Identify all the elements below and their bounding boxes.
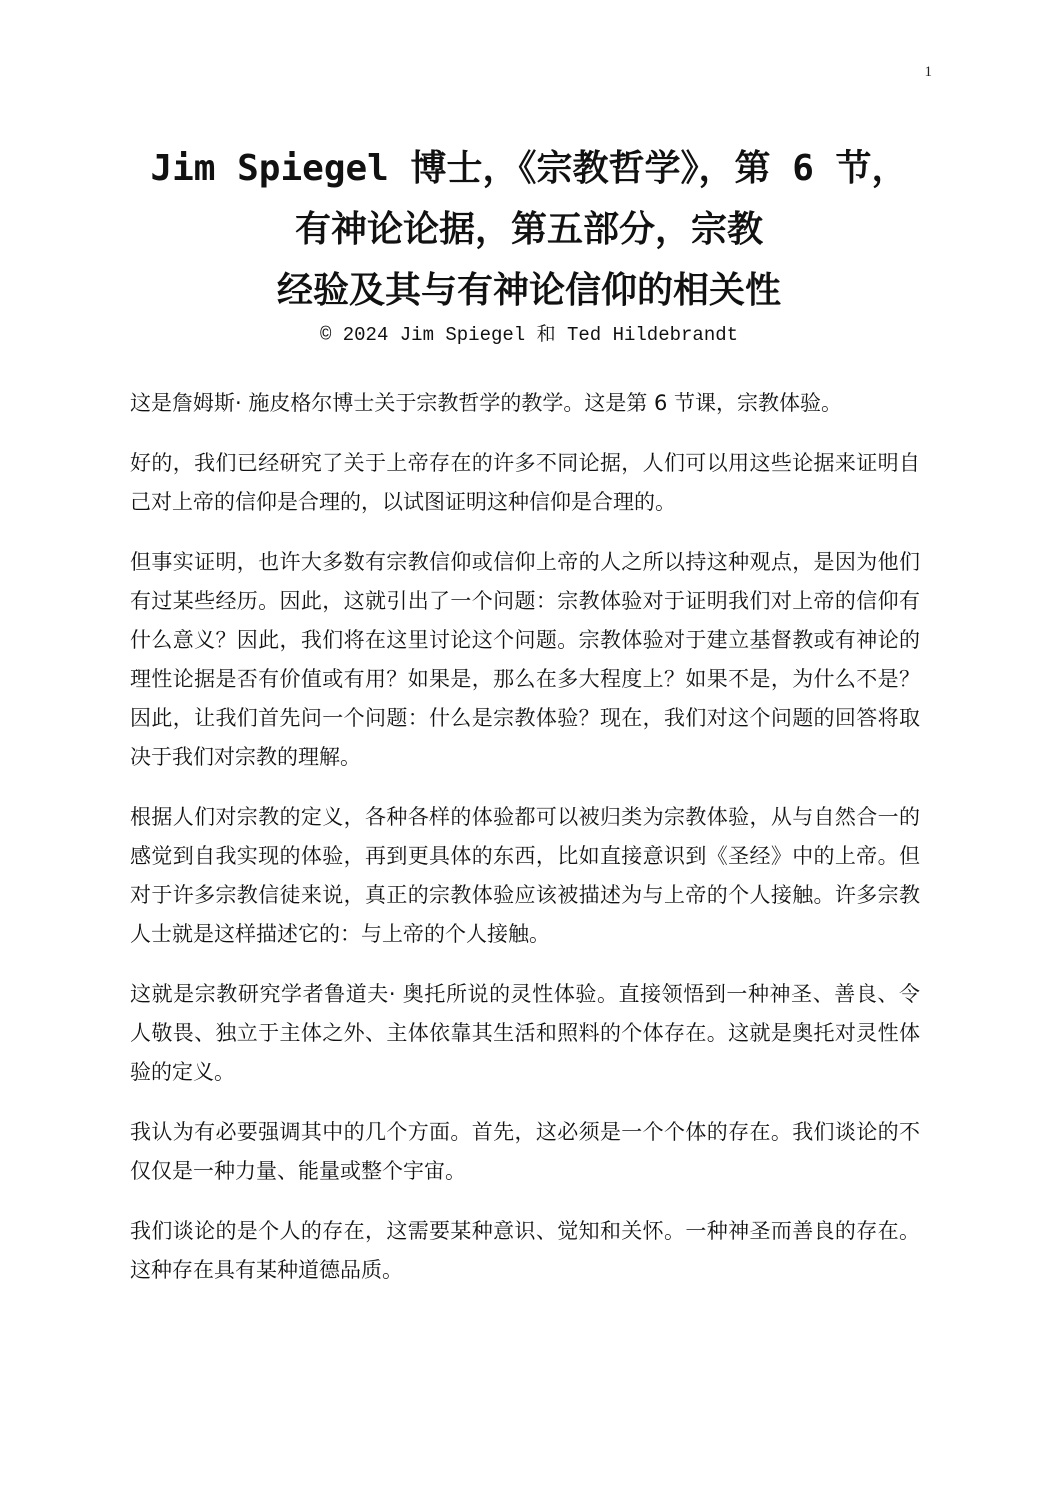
page-number: 1 [924, 64, 932, 80]
title-line-2: 有神论论据，第五部分，宗教 [294, 209, 763, 250]
paragraph: 这是詹姆斯· 施皮格尔博士关于宗教哲学的教学。这是第 6 节课，宗教体验。 [130, 391, 843, 415]
paragraph: 好的，我们已经研究了关于上帝存在的许多不同论据，人们可以用这些论据来证明自己对上帝的信仰是合理的，以试图证明这种信仰是合理的。 [130, 451, 920, 514]
title-line-1: Jim Spiegel 博士，《宗教哲学》，第 6 节， [150, 148, 908, 189]
paragraph: 根据人们对宗教的定义，各种各样的体验都可以被归类为宗教体验，从与自然合一的感觉到自我实现的体验，再到更具体的东西，比如直接意识到《圣经》中的上帝。但对于许多宗教信徒来说，真正的宗教体验应该被描述为与上帝的个人接触。许多宗教人士就是这样描述它的：与上帝的个人接触。 [130, 805, 920, 946]
paragraph: 这就是宗教研究学者鲁道夫· 奥托所说的灵性体验。直接领悟到一种神圣、善良、令人敬畏、独立于主体之外、主体依靠其生活和照料的个体存在。这就是奥托对灵性体验的定义。 [130, 982, 920, 1084]
document-title [100, 138, 958, 347]
copyright-line: © 2024 Jim Spiegel 和 Ted Hildebrandt [319, 324, 739, 346]
paragraph: 我认为有必要强调其中的几个方面。首先，这必须是一个个体的存在。我们谈论的不仅仅是一种力量、能量或整个宇宙。 [130, 1120, 920, 1183]
title-line-3: 经验及其与有神论信仰的相关性 [276, 270, 781, 311]
paragraph: 但事实证明，也许大多数有宗教信仰或信仰上帝的人之所以持这种观点，是因为他们有过某些经历。因此，这就引出了一个问题：宗教体验对于证明我们对上帝的信仰有什么意义？因此，我们将在这里讨论这个问题。宗教体验对于建立基督教或有神论的理性论据是否有价值或有用？如果是，那么在多大程度上？如果不是，为什么不是？因此，让我们首先问一个问题：什么是宗教体验？现在，我们对这个问题的回答将取决于我们对宗教的理解。 [130, 550, 920, 769]
body-text [130, 384, 920, 1311]
paragraph: 我们谈论的是个人的存在，这需要某种意识、觉知和关怀。一种神圣而善良的存在。这种存在具有某种道德品质。 [130, 1219, 920, 1282]
